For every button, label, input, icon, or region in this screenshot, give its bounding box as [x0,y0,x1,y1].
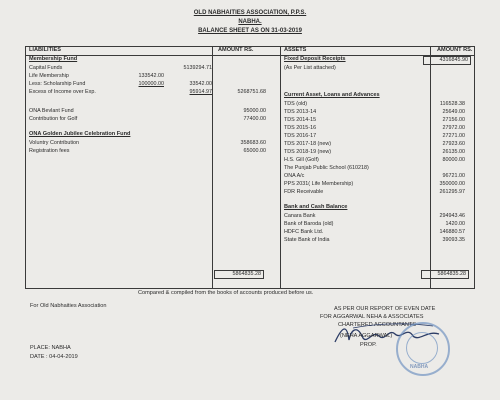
asset-item-label: FDR Receivable [284,189,324,195]
current-assets-heading: Current Asset, Loans and Advances [284,92,380,98]
compared-note: Compared & compiled from the books of accounts produced before us. [138,290,314,296]
asset-item-value: 27156.00 [442,117,465,123]
asset-item-label: TDS (old) [284,101,308,107]
asset-item-label: H.S. Gill (Golf) [284,157,319,163]
bank-heading: Bank and Cash Balance [284,204,348,210]
fd-value: 4316845.90 [423,56,471,65]
asset-item-label: Canara Bank [284,213,316,219]
asset-item-label: The Punjab Public School (610218) [284,165,369,171]
header-divider [25,55,474,56]
col-amount-left: AMOUNT RS. [218,47,254,53]
asset-item-value: 96721.00 [442,173,465,179]
sheet-title: BALANCE SHEET AS ON 31-03-2019 [198,28,302,34]
asset-item-label: ONA A/c [284,173,305,179]
table-frame [25,46,475,289]
date: DATE : 04-04-2019 [30,354,78,360]
registration-label: Registration fees [29,148,70,154]
asset-item-value: 27923.60 [442,141,465,147]
fd-heading: Fixed Deposit Receipts [284,56,346,62]
voluntary-label: Voluntry Contribution [29,140,80,146]
golf-label: Contribution for Golf [29,116,78,122]
asset-item-label: TDS 2018-19 (new) [284,149,332,155]
asset-item-value: 294943.46 [439,213,465,219]
signatory: (NEHA AGGARWAL) [340,333,393,339]
liabilities-total: 5864835.28 [214,270,264,279]
col-liabilities: LIABILITIES [29,47,62,53]
capital-funds-value: 5139294.71 [183,65,212,71]
asset-item-value: 146880.57 [439,229,465,235]
divider-amount-right [430,46,431,288]
scholarship-value: 100000.00 [138,81,164,87]
ona-bevlant-value: 95000.00 [243,108,266,114]
asset-item-value: 25649.00 [442,109,465,115]
asset-item-value: 27271.00 [442,133,465,139]
asset-item-label: TDS 2016-17 [284,133,317,139]
fd-note: (As Per List attached) [284,65,336,71]
excess-income-value: 95914.97 [189,89,212,95]
report-line-3: CHARTERED ACCOUNTANTS [338,322,417,328]
life-membership-label: Life Membership [29,73,69,79]
place: PLACE: NABHA [30,345,71,351]
capital-funds-label: Capital Funds [29,65,63,71]
asset-item-value: 261295.97 [439,189,465,195]
asset-item-value: 116528.38 [439,101,465,107]
voluntary-value: 358683.60 [240,140,266,146]
seal-text: NABHA [410,364,429,370]
membership-fund-heading: Membership Fund [29,56,78,62]
golf-value: 77400.00 [243,116,266,122]
divider-amount-left [212,46,213,288]
report-line-1: AS PER OUR REPORT OF EVEN DATE [334,306,436,312]
ca-seal [396,322,450,376]
asset-item-label: Bank of Baroda (old) [284,221,334,227]
scholarship-net: 33542.00 [189,81,212,87]
seal-inner-ring [406,332,438,364]
prop-label: PROP. [360,342,377,348]
asset-item-label: TDS 2013-14 [284,109,317,115]
asset-item-label: TDS 2015-16 [284,125,317,131]
asset-item-value: 350000.00 [439,181,465,187]
ona-bevlant-label: ONA Bevlant Fund [29,108,74,114]
jubilee-heading: ONA Golden Jubilee Celebration Fund [29,131,131,137]
asset-item-value: 26135.00 [442,149,465,155]
org-city: NABHA. [238,19,262,25]
asset-item-label: State Bank of India [284,237,330,243]
registration-value: 65000.00 [243,148,266,154]
divider-assets [280,46,281,288]
assets-total: 5864835.28 [421,270,469,279]
asset-item-label: PPS 2031( Life Membership) [284,181,354,187]
excess-income-label: Excess of Income over Exp. [29,89,96,95]
col-assets: ASSETS [284,47,307,53]
scholarship-label: Less: Scholarship Fund [29,81,86,87]
asset-item-label: TDS 2014-15 [284,117,317,123]
col-amount-right: AMOUNT RS. [437,47,473,53]
org-name: OLD NABHAITIES ASSOCIATION, P.P.S. [193,10,307,16]
membership-subtotal: 5268751.68 [237,89,266,95]
life-membership-value: 133542.00 [138,73,164,79]
asset-item-value: 1420.00 [445,221,465,227]
report-line-2: FOR AGGARWAL NEHA & ASSOCIATES [320,314,424,320]
asset-item-label: HDFC Bank Ltd. [284,229,324,235]
asset-item-value: 80000.00 [442,157,465,163]
asset-item-value: 39093.35 [442,237,465,243]
asset-item-label: TDS 2017-18 (new) [284,141,332,147]
for-org: For Old Nabhaities Association [30,303,107,309]
asset-item-value: 27972.00 [442,125,465,131]
